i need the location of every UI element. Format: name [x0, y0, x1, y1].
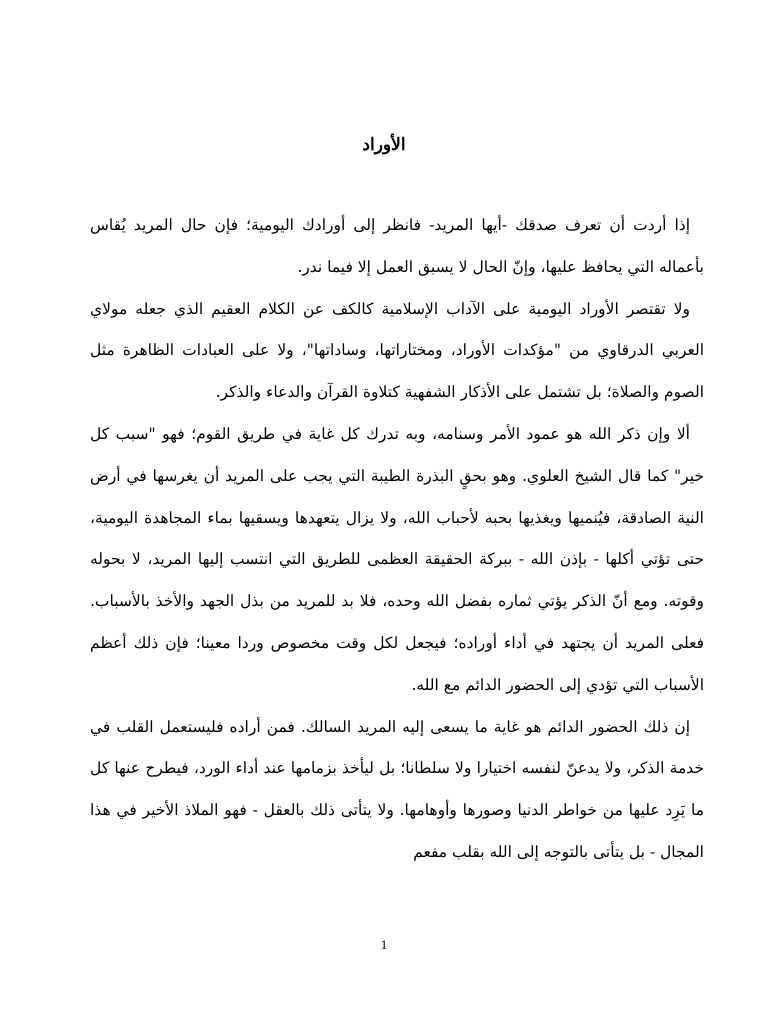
paragraph-2: ولا تقتصر الأوراد اليومية على الآداب الإسلامية كالكف عن الكلام العقيم الذي جعله مولاي العربي الدرقاوي من "مؤكدات الأوراد، ومختاراتها، وساداتها"، ولا على العبادات الظاهرة مثل الصوم والصلاة؛ بل تشتمل على الأذكار الشفهية كتلاوة القرآن والدعاء والذكر. [90, 299, 704, 402]
paragraph-3: ألا وإن ذكر الله هو عمود الأمر وسنامه، وبه تدرك كل غاية في طريق القوم؛ فهو "سبب كل خير" كما قال الشيخ العلوي. وهو بحقٍ البذرة الطيبة التي يجب على المريد أن يغرسها في أرض النية الصادقة، فيُنميها ويغذيها بحبه لأحباب الله، ولا يزال يتعهدها ويسقيها بماء المجاهدة اليومية، حتى تؤتي أكلها - بإذن الله - ببركة الحقيقة العظمى للطريق التي انتسب إليها المريد، لا بحوله وقوته. ومع أنّ الذكر يؤتي ثماره بفضل الله وحده، فلا بد للمريد من بذل الجهد والأخذ بالأسباب. فعلى المريد أن يجتهد في أداء أوراده؛ فيجعل لكل وقت مخصوص وردا معينا؛ فإن ذلك أعظم الأسباب التي تؤدي إلى الحضور الدائم مع الله. [90, 424, 704, 694]
paragraph-1: إذا أردت أن تعرف صدقك -أيها المريد- فانظر إلى أورادك اليومية؛ فإن حال المريد يُقاس بأعماله التي يحافظ عليها، وإنّ الحال لا يسبق العمل إلا فيما ندر. [90, 216, 704, 276]
page-number: 1 [380, 937, 388, 952]
body-text [90, 205, 704, 874]
paragraph-4: إن ذلك الحضور الدائم هو غاية ما يسعى إليه المريد السالك. فمن أراده فليستعمل القلب في خدمة الذكر، ولا يدعنّ لنفسه اختيارا ولا سلطانا؛ بل ليأخذ بزمامها عند أداء الورد، فيطرح عنها كل ما يَرِد عليها من خواطر الدنيا وصورها وأوهامها. ولا يتأتى ذلك بالعقل - فهو الملاذ الأخير في هذا المجال - بل يتأتى بالتوجه إلى الله بقلب مفعم [90, 717, 704, 861]
page-title: الأوراد [362, 135, 406, 155]
